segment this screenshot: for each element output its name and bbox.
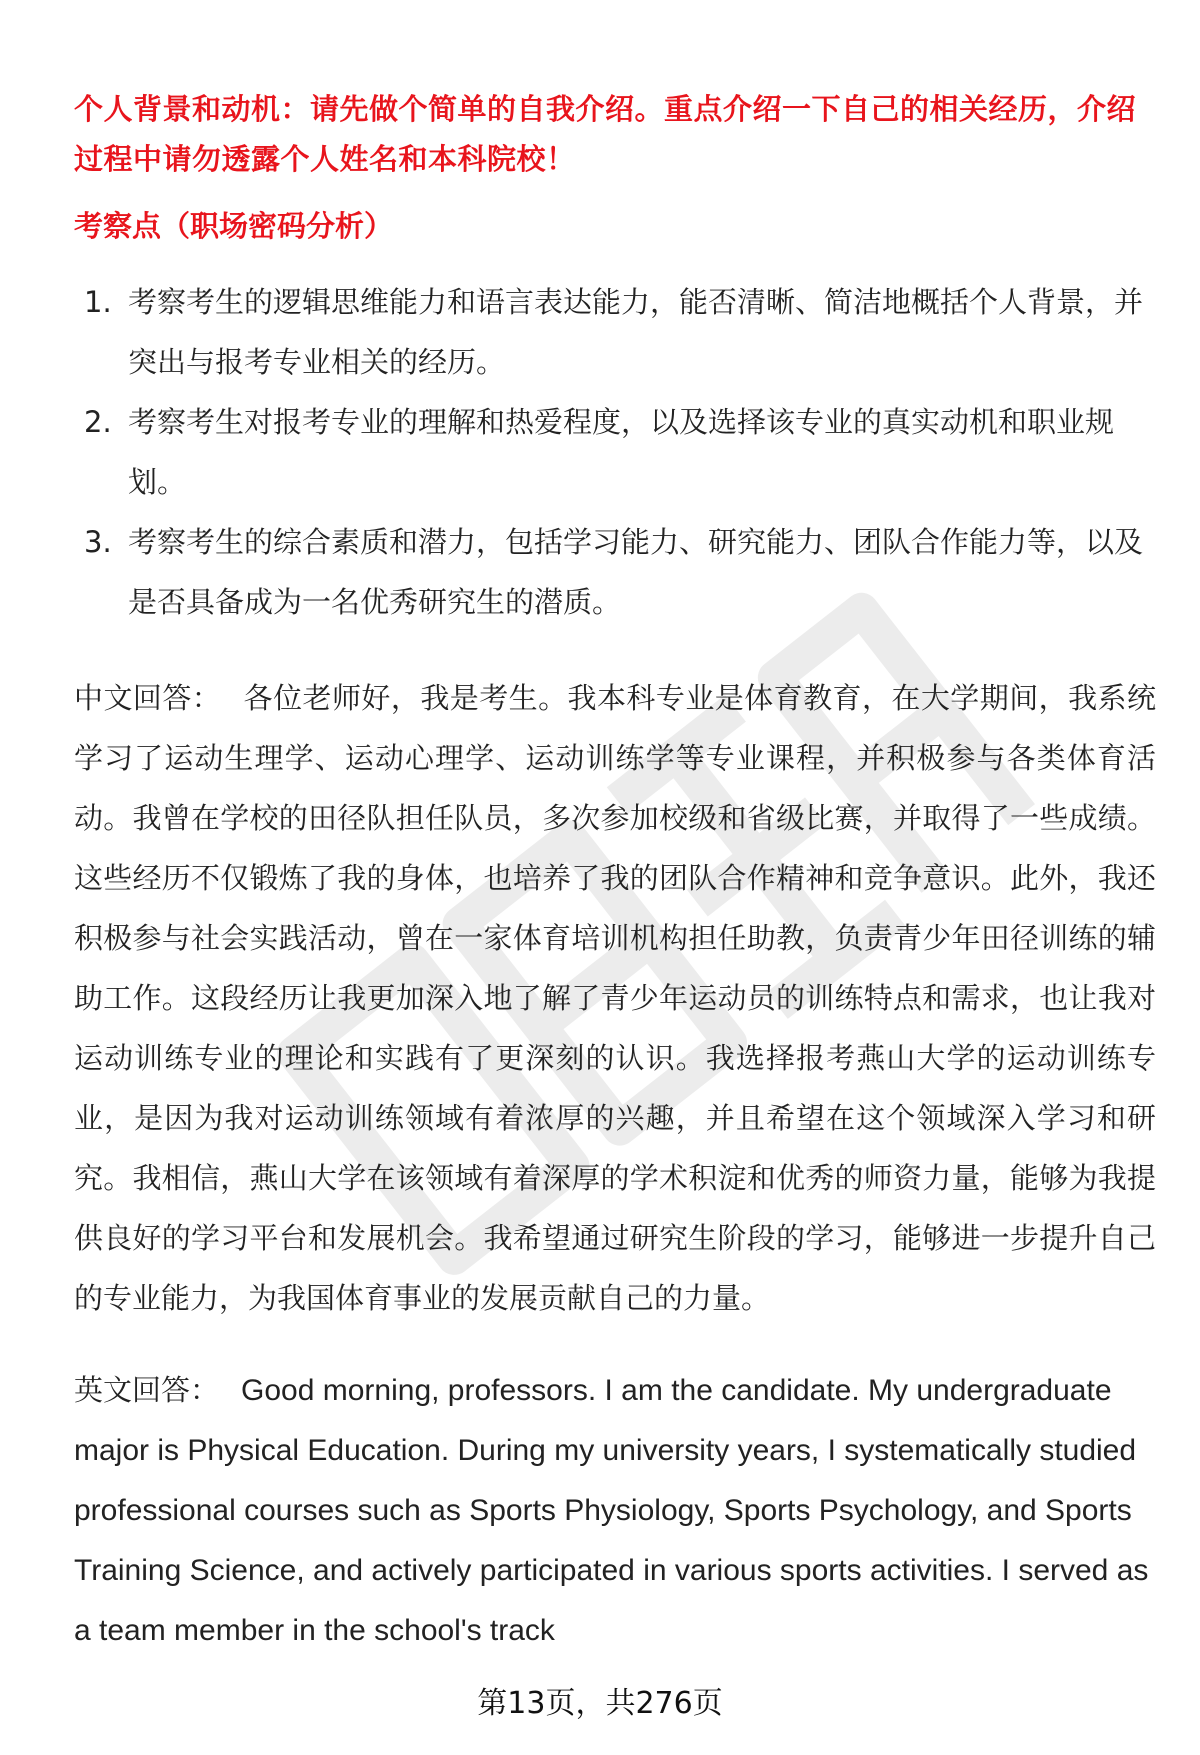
list-item-text: 考察考生的综合素质和潜力，包括学习能力、研究能力、团队合作能力等，以及是否具备成为一名优秀研究生的潜质。 bbox=[128, 525, 1144, 619]
list-item-number: 2. bbox=[84, 405, 112, 439]
english-answer bbox=[74, 1360, 1156, 1661]
english-answer-text: Good morning, professors. I am the candidate. My undergraduate major is Physical Education. During my university years, I systematically studied professional courses such as Sports Physiology, Sports Psychology, and Sports Training Science, and actively participated in various sports activities. I served as a team member in the school's track bbox=[74, 1374, 1149, 1647]
section-title: 考察点（职场密码分析） bbox=[74, 209, 394, 243]
list-item bbox=[74, 512, 1156, 632]
chinese-answer-text: 各位老师好，我是考生。我本科专业是体育教育，在大学期间，我系统学习了运动生理学、运动心理学、运动训练学等专业课程，并积极参与各类体育活动。我曾在学校的田径队担任队员，多次参加校级和省级比赛，并取得了一些成绩。这些经历不仅锻炼了我的身体，也培养了我的团队合作精神和竞争意识。此外，我还积极参与社会实践活动，曾在一家体育培训机构担任助教，负责青少年田径训练的辅助工作。这段经历让我更加深入地了解了青少年运动员的训练特点和需求，也让我对运动训练专业的理论和实践有了更深刻的认识。我选择报考燕山大学的运动训练专业，是因为我对运动训练领域有着浓厚的兴趣，并且希望在这个领域深入学习和研究。我相信，燕山大学在该领域有着深厚的学术积淀和优秀的师资力量，能够为我提供良好的学习平台和发展机会。我希望通过研究生阶段的学习，能够进一步提升自己的专业能力，为我国体育事业的发展贡献自己的力量。 bbox=[74, 681, 1156, 1315]
chinese-answer bbox=[74, 668, 1156, 1328]
chinese-answer-label: 中文回答： bbox=[74, 681, 222, 715]
english-answer-label: 英文回答： bbox=[74, 1373, 220, 1407]
list-item-text: 考察考生的逻辑思维能力和语言表达能力，能否清晰、简洁地概括个人背景，并突出与报考专业相关的经历。 bbox=[128, 285, 1144, 379]
question-heading: 个人背景和动机：请先做个简单的自我介绍。重点介绍一下自己的相关经历，介绍过程中请勿透露个人姓名和本科院校！ bbox=[74, 92, 1137, 176]
document-page bbox=[74, 84, 1156, 1661]
list-item bbox=[74, 272, 1156, 392]
page-number-footer: 第13页，共276页 bbox=[477, 1686, 723, 1721]
list-item-number: 3. bbox=[84, 525, 112, 559]
list-item-number: 1. bbox=[84, 285, 112, 319]
list-item bbox=[74, 392, 1156, 512]
assessment-points-list bbox=[74, 272, 1156, 632]
list-item-text: 考察考生对报考专业的理解和热爱程度，以及选择该专业的真实动机和职业规划。 bbox=[128, 405, 1115, 499]
